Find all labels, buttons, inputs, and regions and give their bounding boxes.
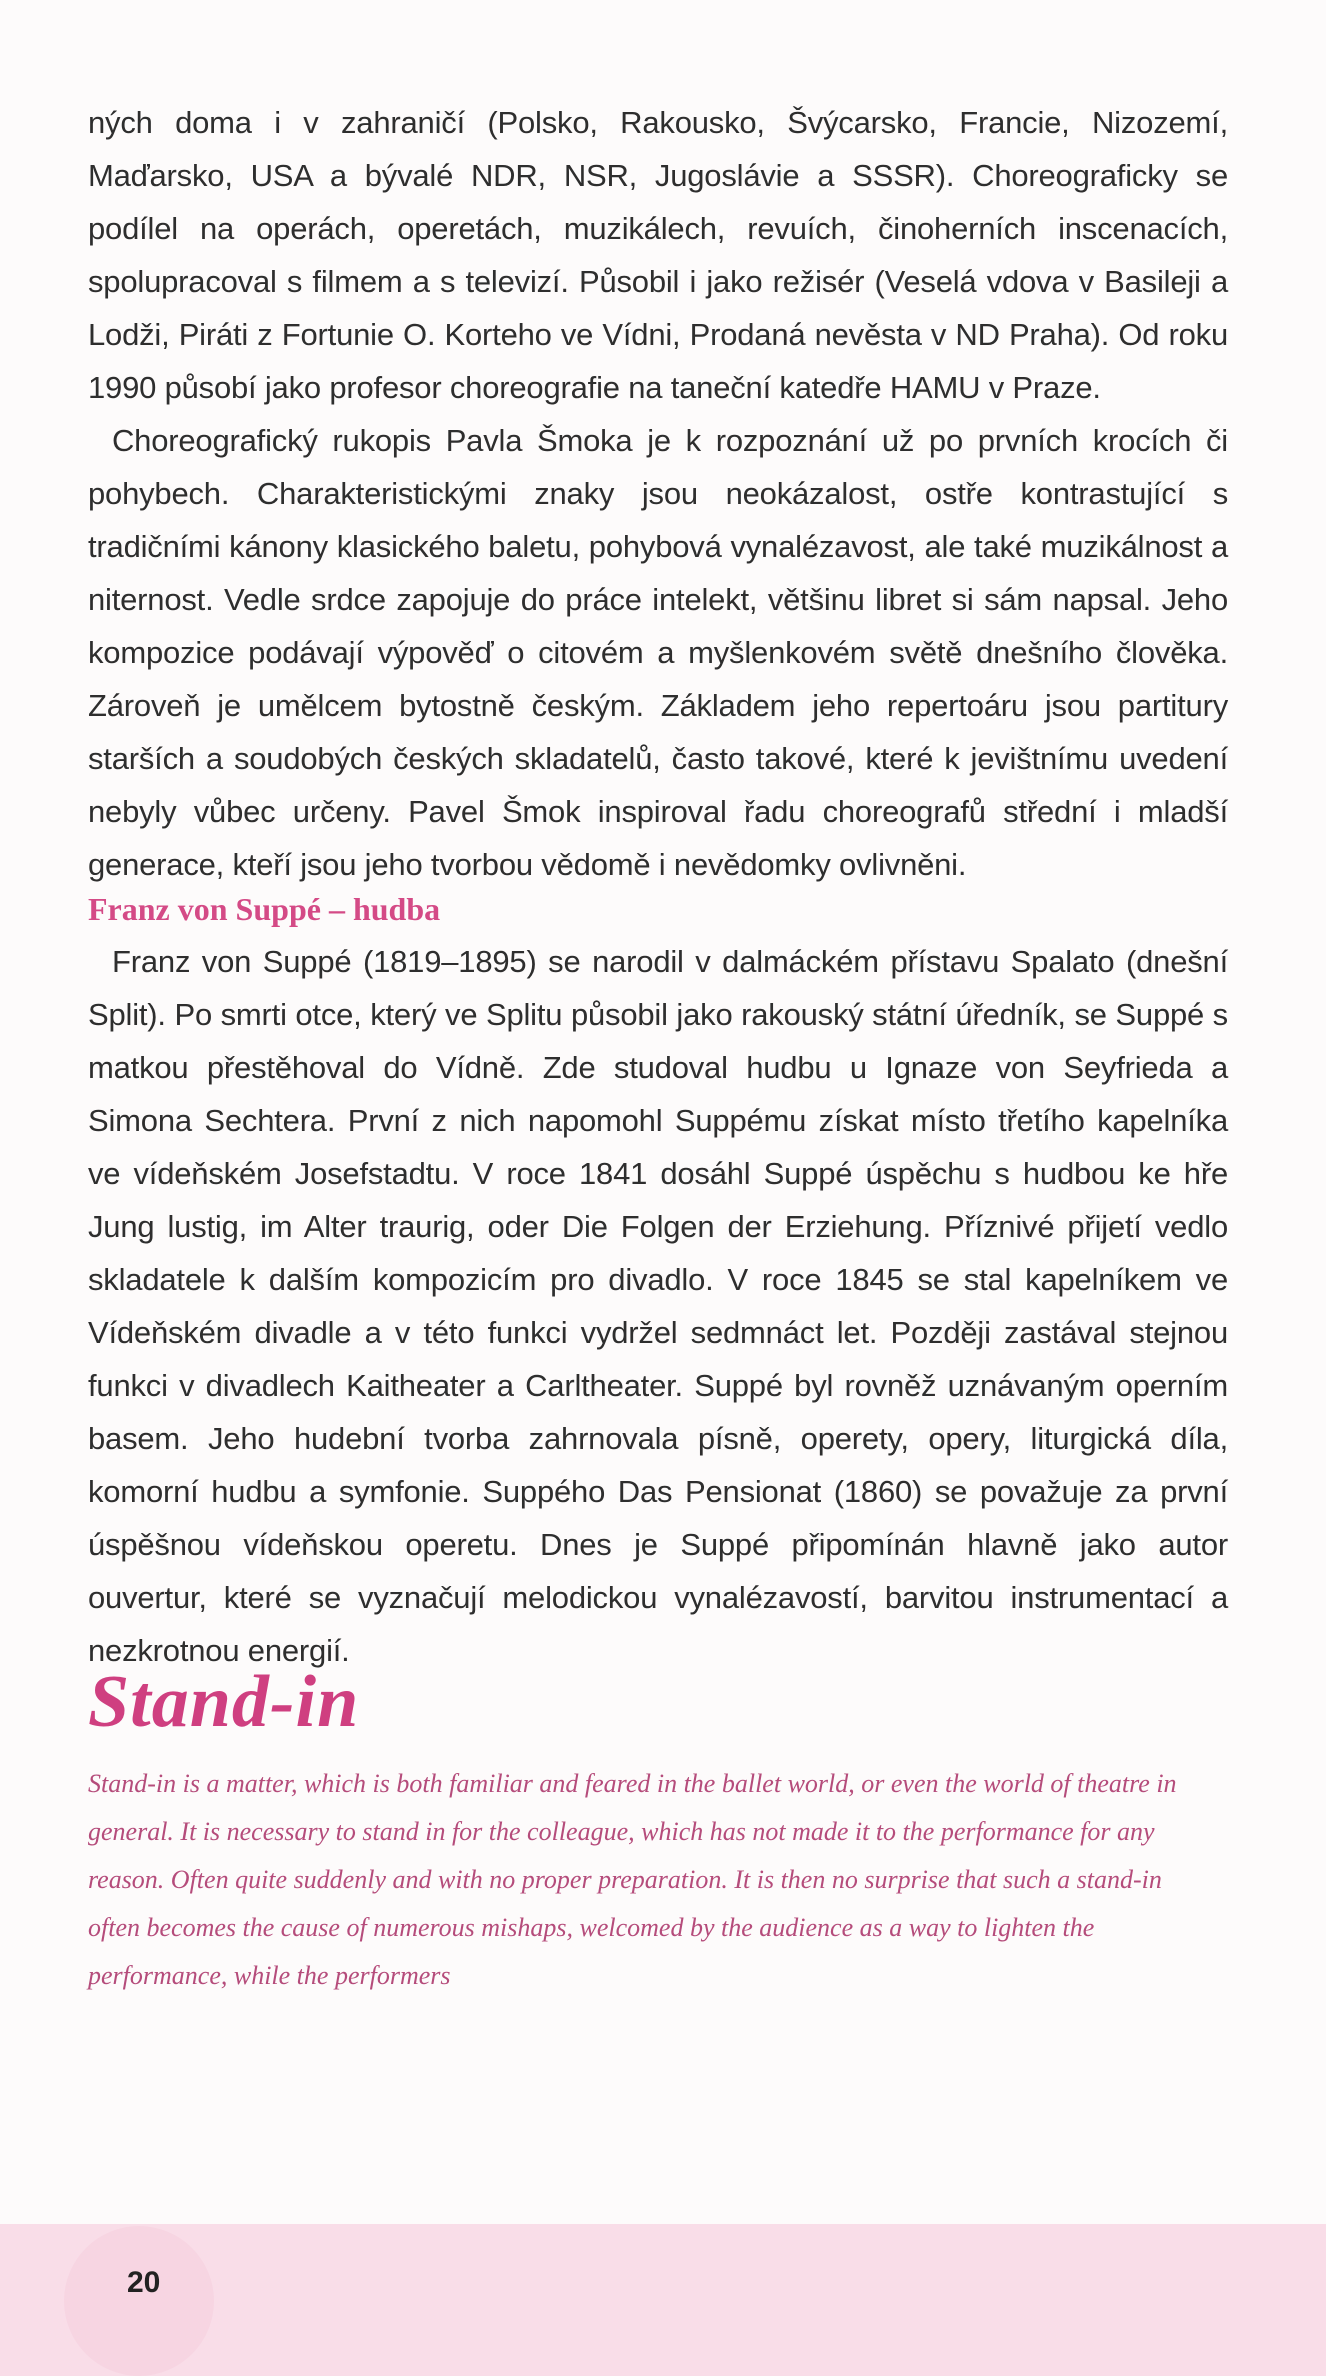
- standin-paragraph: Stand-in is a matter, which is both familiar and feared in the ballet world, or even the world of theatre in general. It is necessary to stand in for the colleague, which has not made it to the performance for any reason. Often quite suddenly and with no proper preparation. It is then no surprise that such a stand-in often becomes the cause of numerous mishaps, welcomed by the audience as a way to lighten the performance, while the performers: [88, 1769, 1177, 1990]
- standin-text: [88, 1760, 1188, 2000]
- intro-paragraph-2: Choreografický rukopis Pavla Šmoka je k rozpoznání už po prvních krocích či pohybech. Charakteristickými znaky jsou neokázalost, ostře kontrastující s tradičními kánony klasického baletu, pohybová vynalézavost, ale také muzikálnost a niternost. Vedle srdce zapojuje do práce intelekt, většinu libret si sám napsal. Jeho kompozice podávají výpověď o citovém a myšlenkovém světě dnešního člověka. Zároveň je umělcem bytostně českým. Základem jeho repertoáru jsou partitury starších a soudobých českých skladatelů, často takové, které k jevištnímu uvedení nebyly vůbec určeny. Pavel Šmok inspiroval řadu choreografů střední i mladší generace, kteří jsou jeho tvorbou vědomě i nevědomky ovlivněni.: [88, 423, 1228, 882]
- intro-paragraph-1: ných doma i v zahraničí (Polsko, Rakousko, Švýcarsko, Francie, Nizozemí, Maďarsko, USA a bývalé NDR, NSR, Jugoslávie a SSSR). Choreograficky se podílel na operách, operetách, muzikálech, revuích, činoherních inscenacích, spolupracoval s filmem a s televizí. Působil i jako režisér (Veselá vdova v Basileji a Lodži, Piráti z Fortunie O. Korteho ve Vídni, Prodaná nevěsta v ND Praha). Od roku 1990 působí jako profesor choreografie na taneční katedře HAMU v Praze.: [88, 105, 1228, 405]
- standin-title: Stand-in: [88, 1661, 360, 1743]
- suppe-text: [88, 935, 1228, 1677]
- page-number-circle: [64, 2226, 214, 2376]
- suppe-paragraph: Franz von Suppé (1819–1895) se narodil v dalmáckém přístavu Spalato (dnešní Split). Po smrti otce, který ve Splitu působil jako rakouský státní úředník, se Suppé s matkou přestěhoval do Vídně. Zde studoval hudbu u Ignaze von Seyfrieda a Simona Sechtera. První z nich napomohl Suppému získat místo třetího kapelníka ve vídeňském Josefstadtu. V roce 1841 dosáhl Suppé úspěchu s hudbou ke hře Jung lustig, im Alter traurig, oder Die Folgen der Erziehung. Příznivé přijetí vedlo skladatele k dalším kompozicím pro divadlo. V roce 1845 se stal kapelníkem ve Vídeňském divadle a v této funkci vydržel sedmnáct let. Později zastával stejnou funkci v divadlech Kaitheater a Carltheater. Suppé byl rovněž uznávaným operním basem. Jeho hudební tvorba zahrnovala písně, operety, opery, liturgická díla, komorní hudbu a symfonie. Suppého Das Pensionat (1860) se považuje za první úspěšnou vídeňskou operetu. Dnes je Suppé připomínán hlavně jako autor ouvertur, které se vyznačují melodickou vynalézavostí, barvitou instrumentací a nezkrotnou energií.: [88, 944, 1228, 1668]
- page-number: 20: [127, 2266, 161, 2299]
- suppe-heading: Franz von Suppé – hudba: [88, 891, 441, 927]
- intro-text: [88, 96, 1228, 891]
